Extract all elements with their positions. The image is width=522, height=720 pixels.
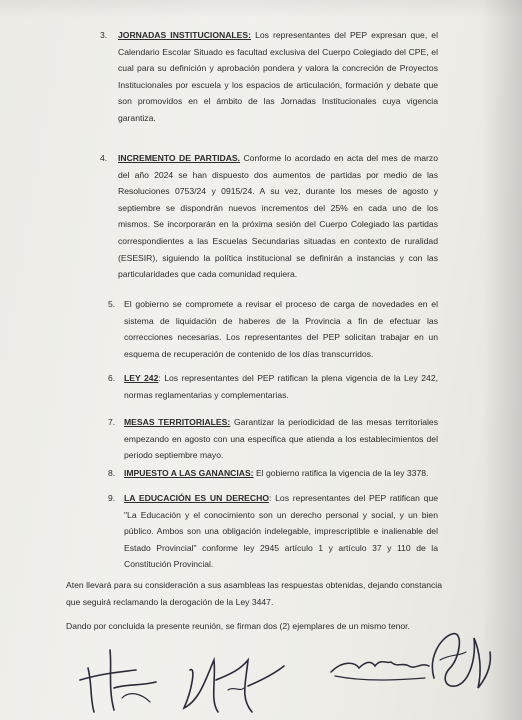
item-text: Conforme lo acordado en acta del mes de marzo del año 2024 se han dispuesto dos aumentos de partidas por medio de las Resoluciones 0753/24 y 0915/24. A su vez, durante los meses de agosto y septiembre se dispondrán nuevos incrementos del 25% en cada uno de los mismos. Se incorporarán en la próxima sesión del Cuerpo Colegiado las partidas correspondientes a las Escuelas Secundarias situadas en contexto de ruralidad (ESESIR), siguiendo la política institucional se definirán a instancias y con las particularidades que cada comunidad requiera.: [118, 153, 438, 280]
item-title: JORNADAS INSTITUCIONALES:: [118, 30, 251, 40]
list-item-jornadas: [118, 27, 438, 127]
list-item-ganancias: [124, 465, 438, 482]
item-text: Los representantes del PEP expresan que, el Calendario Escolar Situado es facultad exclusiva del Cuerpo Colegiado del CPE, el cual para su definición y aprobación pondera y valora la concreción de Proyectos Institucionales por escuela y los espacios de articulación, formación y debate que son promovidos en el ámbito de las Jornadas Institucionales cuya vigencia garantiza.: [118, 30, 438, 123]
closing-paragraph: Aten llevará para su consideración a sus asambleas las respuestas obtenidas, dejando constancia que seguirá reclamando la derogación de la Ley 3447.: [66, 580, 442, 607]
closing-statement: Dando por concluida la presente reunión, se firman dos (2) ejemplares de un mismo tenor.: [66, 621, 410, 631]
item-number: 3.: [100, 30, 108, 40]
item-title: MESAS TERRITORIALES:: [124, 417, 231, 427]
item-number: 5.: [108, 299, 116, 309]
signature-3: [325, 640, 435, 700]
item-text: Garantizar la periodicidad de las mesas territoriales empezando en agosto con una especifica que atienda a los establecimientos del periodo septiembre mayo.: [124, 417, 438, 461]
list-item-mesas: [124, 414, 438, 464]
item-number: 4.: [100, 153, 108, 163]
item-title: LEY 242: [124, 373, 159, 383]
item-title: INCREMENTO DE PARTIDAS.: [118, 153, 241, 163]
item-number: 7.: [108, 417, 116, 427]
list-item-liquidacion: [124, 296, 438, 362]
item-title: IMPUESTO A LAS GANANCIAS:: [124, 468, 254, 478]
item-text: : Los representantes del PEP ratifican que "La Educación y el conocimiento son un derecho personal y social, y un bien público. Ambos son una obligación indelegable, imprescriptible e inalienable del Estado Provincial" conforme ley 2945 artículo 1 y artículo 37 y 110 de la Constitución Provincial.: [124, 493, 438, 570]
list-item-educacion: [124, 490, 438, 573]
item-number: 6.: [108, 373, 116, 383]
list-item-incremento: [118, 150, 438, 283]
item-number: 8.: [108, 468, 116, 478]
page-shadow-top: [0, 0, 522, 18]
list-item-ley-242: [124, 370, 438, 403]
item-number: 9.: [108, 493, 116, 503]
item-title: LA EDUCACIÓN ES UN DERECHO: [124, 493, 270, 503]
signature-1: [70, 628, 180, 718]
item-text: El gobierno ratifica la vigencia de la ley 3378.: [253, 468, 429, 478]
page-shadow-right: [482, 0, 522, 720]
signature-2: [170, 630, 300, 720]
item-text: El gobierno se compromete a revisar el proceso de carga de novedades en el sistema de liquidación de haberes de la Provincia a fin de efectuar las correcciones necesarias. Los representantes del PEP solicitan trabajar en un esquema de recuperación de contenido de los días transcurridos.: [124, 299, 438, 359]
item-text: : Los representantes del PEP ratifican la plena vigencia de la Ley 242, normas reglamentarias y complementarias.: [124, 373, 438, 400]
